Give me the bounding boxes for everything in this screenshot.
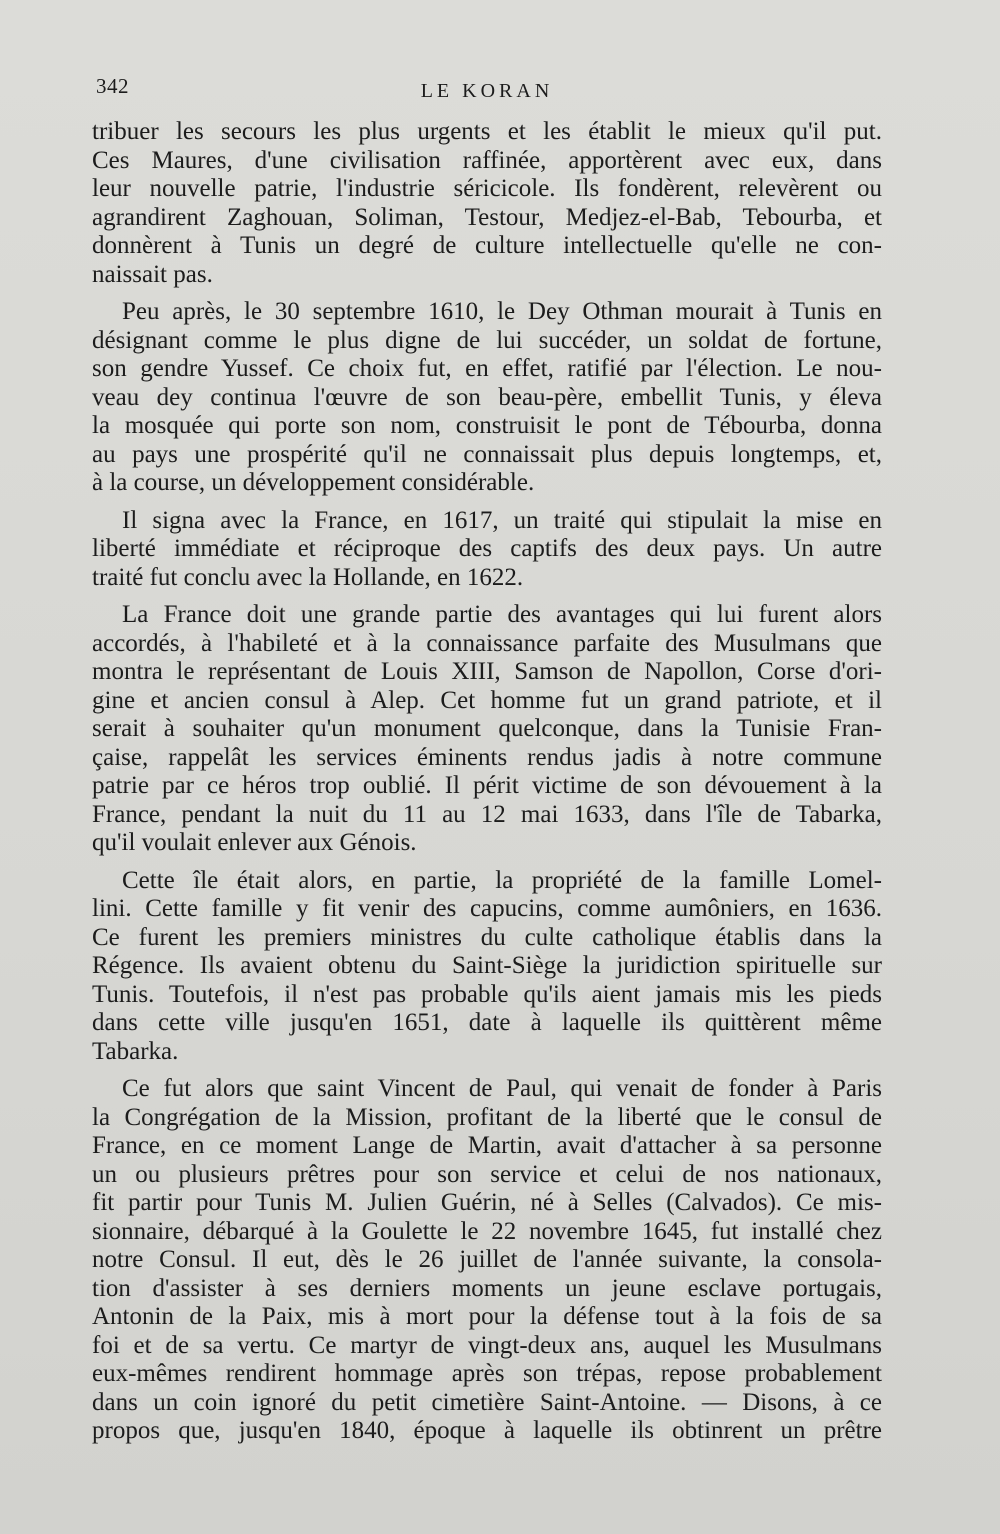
text-line: donnèrent à Tunis un degré de culture intellectuelle qu'elle ne con- [92,232,882,259]
text-line: Peu après, le 30 septembre 1610, le Dey Othman mourait à Tunis en [122,298,882,325]
text-line: Il signa avec la France, en 1617, un traité qui stipulait la mise en [122,506,882,534]
text-line: Antonin de la Paix, mis à mort pour la défense tout à la fois de sa [92,1303,882,1330]
paragraph-gap [92,858,882,867]
text-line: veau dey continua l'œuvre de son beau-père, embellit Tunis, y éleva [92,383,882,411]
text-line: un ou plusieurs prêtres pour son service et celui de nos nationaux, [92,1160,882,1188]
text-line: à la course, un développement considérable. [92,469,535,496]
text-line: foi et de sa vertu. Ce martyr de vingt-deux ans, auquel les Musulmans [92,1331,882,1359]
text-line: patrie par ce héros trop oublié. Il périt victime de son dévouement à la [92,772,882,799]
paragraph-gap [92,498,882,507]
text-line: lini. Cette famille y fit venir des capucins, comme aumôniers, en 1636. [92,895,882,922]
text-line: France, pendant la nuit du 11 au 12 mai 1633, dans l'île de Tabarka, [92,800,882,828]
text-line: liberté immédiate et réciproque des captifs des deux pays. Un autre [92,535,882,562]
text-line: Tabarka. [92,1037,179,1065]
text-line: montra le représentant de Louis XIII, Samson de Napollon, Corse d'ori- [92,658,882,685]
text-line: France, en ce moment Lange de Martin, avait d'attacher à sa personne [92,1132,882,1159]
text-line: Ce furent les premiers ministres du culte catholique établis dans la [92,923,882,951]
text-body [92,118,882,1446]
text-line: leur nouvelle patrie, l'industrie séricicole. Ils fondèrent, relevèrent ou [92,175,882,202]
text-line: dans cette ville jusqu'en 1651, date à laquelle ils quittèrent même [92,1009,882,1036]
text-line: agrandirent Zaghouan, Soliman, Testour, Medjez-el-Bab, Tebourba, et [92,203,882,231]
text-line: propos que, jusqu'en 1840, époque à laquelle ils obtinrent un prêtre [92,1417,882,1444]
text-line: désignant comme le plus digne de lui succéder, un soldat de fortune, [92,326,882,354]
paragraph [92,298,882,498]
paragraph-gap [92,1066,882,1075]
paragraph-gap [92,592,882,601]
text-line: Ce fut alors que saint Vincent de Paul, qui venait de fonder à Paris [122,1075,882,1102]
text-line: dans un coin ignoré du petit cimetière Saint-Antoine. — Disons, à ce [92,1388,882,1416]
text-line: naissait pas. [92,260,213,288]
text-line: notre Consul. Il eut, dès le 26 juillet de l'année suivante, la consola- [92,1246,882,1273]
running-title: LE KORAN [420,80,554,102]
text-line: La France doit une grande partie des avantages qui lui furent alors [122,601,882,628]
text-line: qu'il voulait enlever aux Génois. [92,829,417,856]
text-line: au pays une prospérité qu'il ne connaissait plus depuis longtemps, et, [92,440,882,468]
text-line: traité fut conclu avec la Hollande, en 1622. [92,563,524,591]
paragraph [92,118,882,289]
text-line: Cette île était alors, en partie, la propriété de la famille Lomel- [122,866,882,894]
text-line: accordés, à l'habileté et à la connaissance parfaite des Musulmans que [92,629,882,657]
text-line: la mosquée qui porte son nom, construisit le pont de Tébourba, donna [92,412,882,439]
text-line: la Congrégation de la Mission, profitant de la liberté que le consul de [92,1103,882,1131]
paragraph [92,601,882,858]
text-line: son gendre Yussef. Ce choix fut, en effet, ratifié par l'élection. Le nou- [92,355,882,382]
paragraph-gap [92,289,882,298]
text-line: Régence. Ils avaient obtenu du Saint-Siège la juridiction spirituelle sur [92,952,882,979]
page-number: 342 [96,74,129,98]
text-line: tribuer les secours les plus urgents et les établit le mieux qu'il put. [92,118,882,145]
text-line: çaise, rappelât les services éminents rendus jadis à notre commune [92,743,882,771]
paragraph [92,1075,882,1446]
text-line: Tunis. Toutefois, il n'est pas probable qu'ils aient jamais mis les pieds [92,980,882,1008]
running-header [92,74,882,108]
paragraph [92,867,882,1067]
text-line: fit partir pour Tunis M. Julien Guérin, né à Selles (Calvados). Ce mis- [92,1189,882,1216]
text-line: eux-mêmes rendirent hommage après son trépas, repose probablement [92,1360,882,1387]
text-line: tion d'assister à ses derniers moments un jeune esclave portugais, [92,1274,882,1302]
text-line: serait à souhaiter qu'un monument quelconque, dans la Tunisie Fran- [92,715,882,742]
text-line: sionnaire, débarqué à la Goulette le 22 novembre 1645, fut installé chez [92,1217,882,1245]
paragraph [92,507,882,593]
text-line: Ces Maures, d'une civilisation raffinée, apportèrent avec eux, dans [92,146,882,174]
text-line: gine et ancien consul à Alep. Cet homme fut un grand patriote, et il [92,686,882,714]
